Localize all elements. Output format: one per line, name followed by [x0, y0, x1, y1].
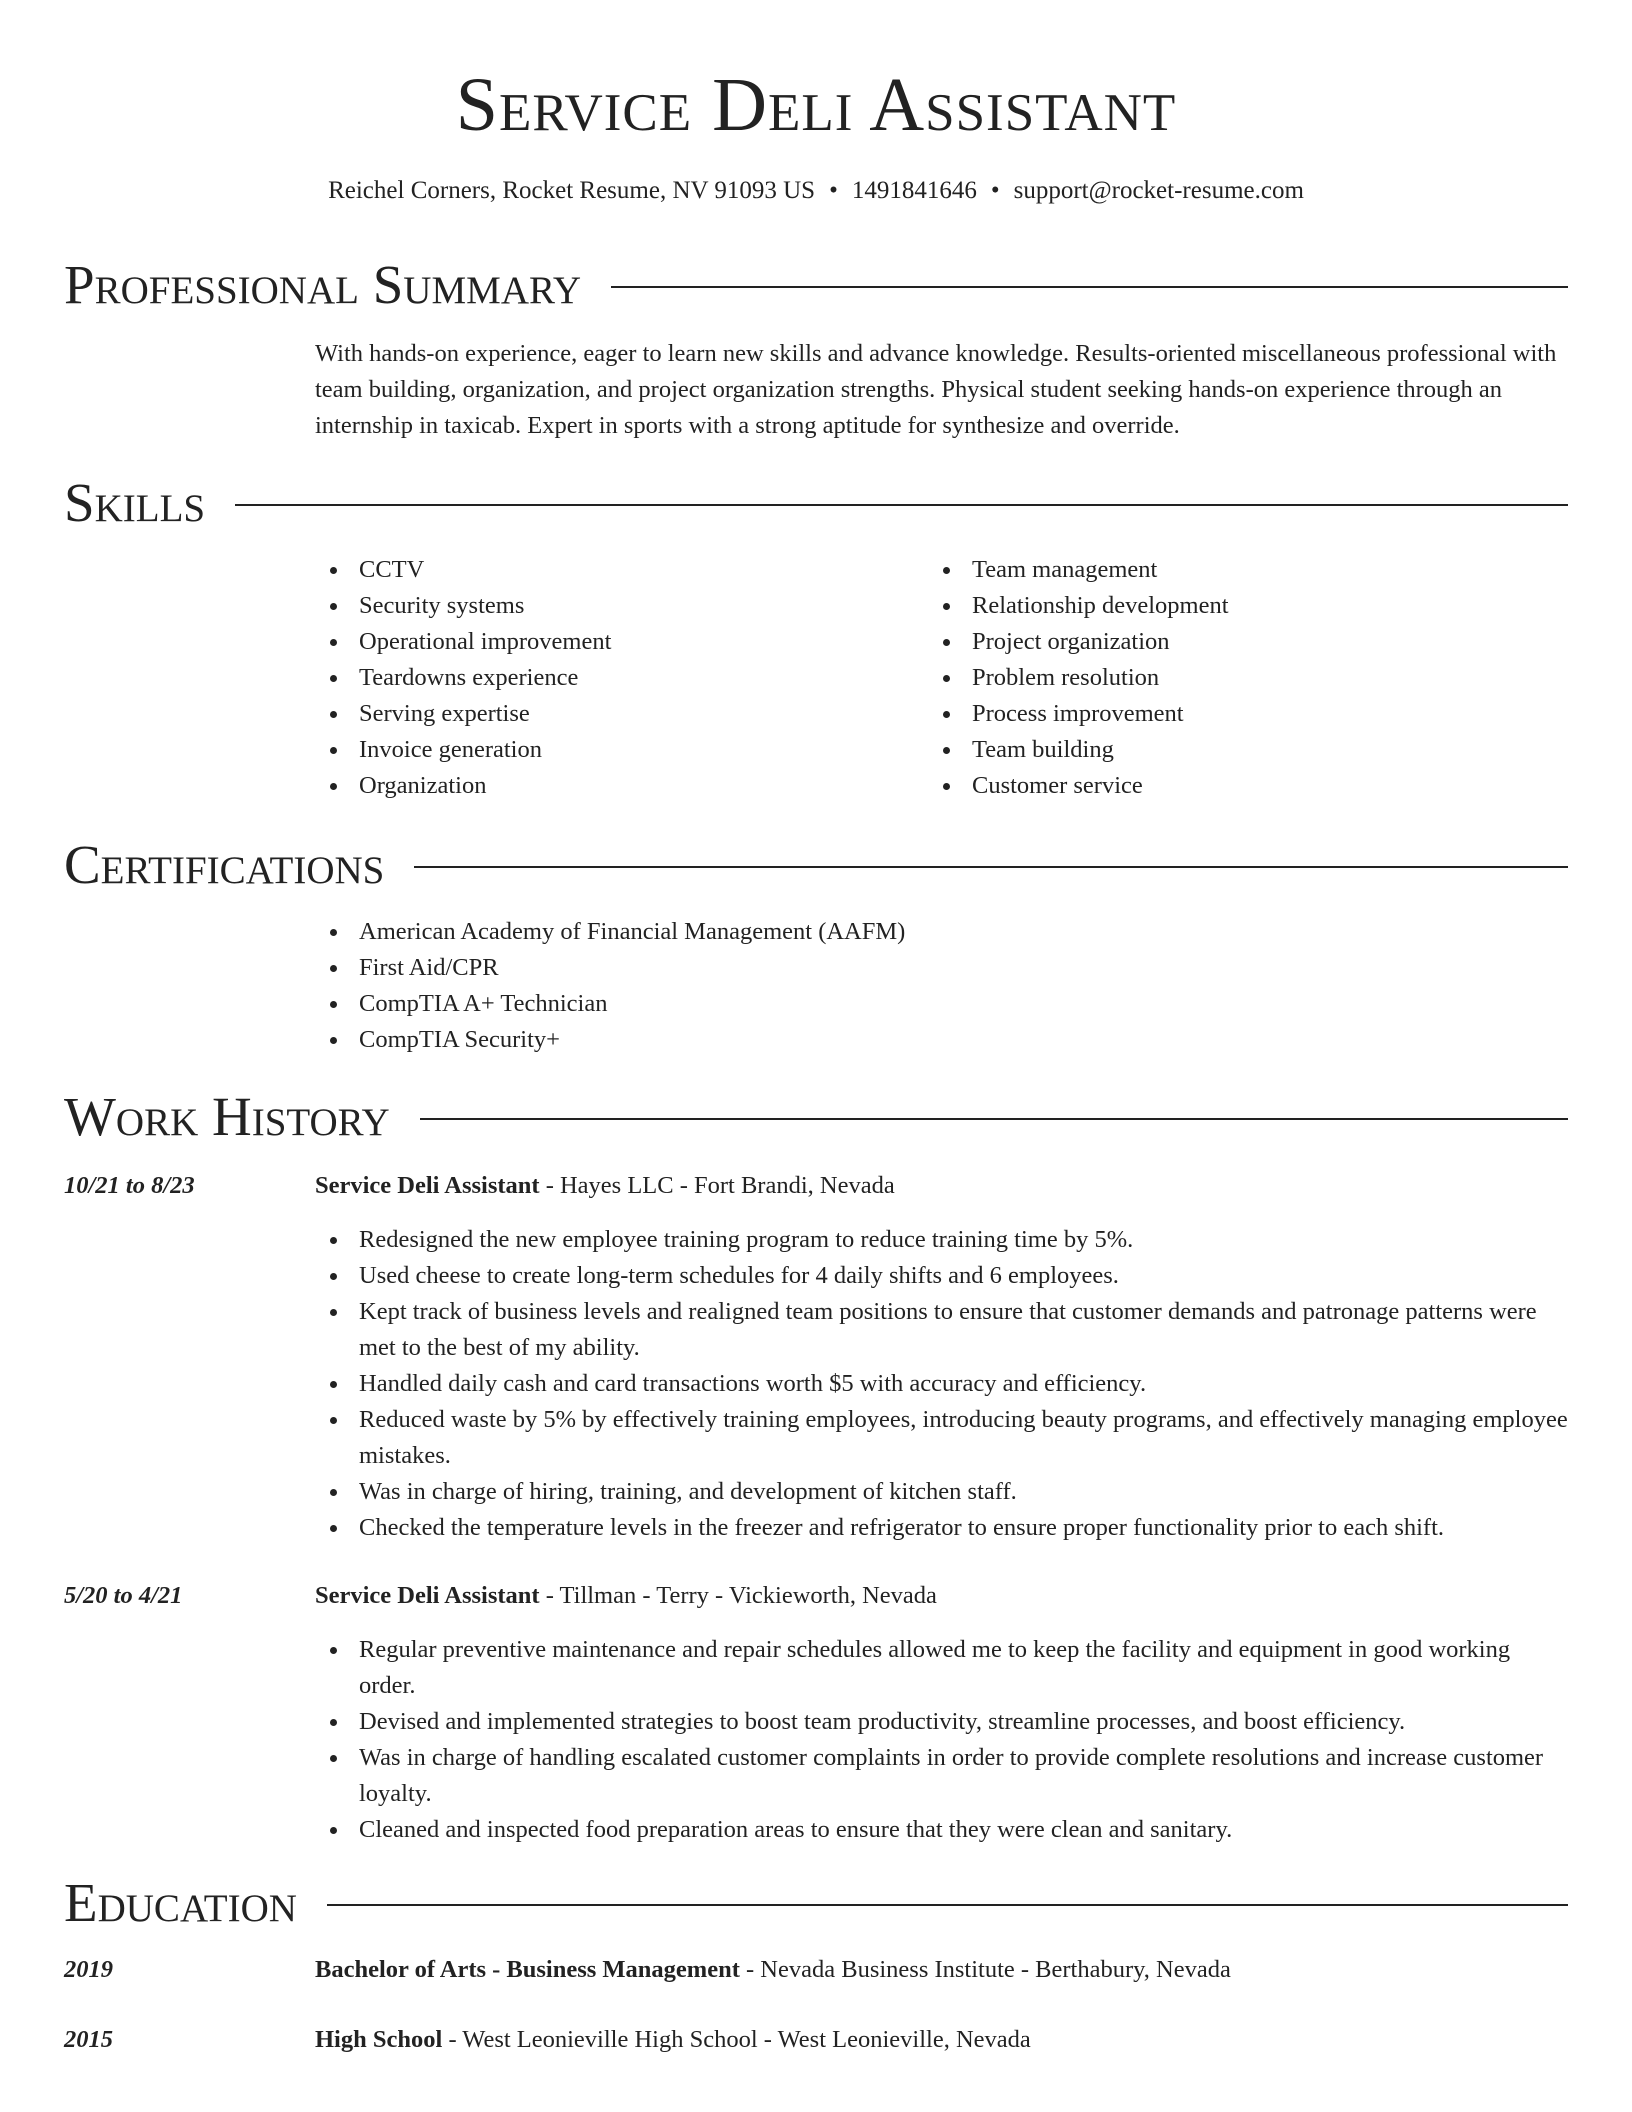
job-bullet: Reduced waste by 5% by effectively training employees, introducing beauty programs, and effectively managing employee mistakes.	[315, 1402, 1568, 1474]
job-employer: - Tillman - Terry - Vickieworth, Nevada	[539, 1582, 937, 1609]
education-degree: Bachelor of Arts - Business Management	[315, 1956, 740, 1983]
skill-item: Organization	[315, 768, 915, 804]
certification-item: American Academy of Financial Management (AAFM)	[315, 914, 1565, 950]
education-school: - West Leonieville High School - West Leonieville, Nevada	[442, 2026, 1031, 2053]
section-header-summary	[64, 252, 1568, 318]
skills-list-left	[315, 552, 915, 804]
job-bullet: Kept track of business levels and realigned team positions to ensure that customer demands and patronage patterns were met to the best of my ability.	[315, 1294, 1568, 1366]
job-bullet: Checked the temperature levels in the freezer and refrigerator to ensure proper functionality prior to each shift.	[315, 1510, 1568, 1546]
skill-item: Security systems	[315, 588, 915, 624]
skill-item: Teardowns experience	[315, 660, 915, 696]
job-bullet: Regular preventive maintenance and repair schedules allowed me to keep the facility and equipment in good working order.	[315, 1632, 1568, 1704]
section-header-skills	[64, 470, 1568, 536]
job-bullet: Handled daily cash and card transactions worth $5 with accuracy and efficiency.	[315, 1366, 1568, 1402]
job-dates: 10/21 to 8/23	[64, 1172, 195, 1199]
skill-item: Customer service	[928, 768, 1528, 804]
contact-line	[0, 174, 1632, 208]
job-bullets	[315, 1222, 1568, 1546]
certifications-list	[315, 914, 1565, 1058]
education-heading	[315, 1952, 1568, 1988]
section-title-work: Work History	[64, 1084, 420, 1150]
education-degree: High School	[315, 2026, 443, 2053]
contact-address: Reichel Corners, Rocket Resume, NV 91093 US	[328, 177, 816, 204]
job-title: Service Deli Assistant	[315, 1172, 540, 1199]
skills-list-right	[928, 552, 1528, 804]
job-bullets	[315, 1632, 1568, 1848]
certification-item: CompTIA A+ Technician	[315, 986, 1565, 1022]
job-heading	[315, 1168, 1568, 1204]
certification-item: CompTIA Security+	[315, 1022, 1565, 1058]
education-school: - Nevada Business Institute - Berthabury, Nevada	[739, 1956, 1231, 1983]
contact-separator: •	[990, 177, 1000, 204]
job-dates: 5/20 to 4/21	[64, 1582, 183, 1609]
section-header-work	[64, 1084, 1568, 1150]
skill-item: Problem resolution	[928, 660, 1528, 696]
section-title-skills: Skills	[64, 470, 235, 536]
job-bullet: Redesigned the new employee training program to reduce training time by 5%.	[315, 1222, 1568, 1258]
skill-item: Project organization	[928, 624, 1528, 660]
job-bullet: Was in charge of handling escalated customer complaints in order to provide complete resolutions and increase customer loyalty.	[315, 1740, 1568, 1812]
skill-item: Process improvement	[928, 696, 1528, 732]
skill-item: Team building	[928, 732, 1528, 768]
job-title: Service Deli Assistant	[315, 1582, 540, 1609]
job-bullet: Was in charge of hiring, training, and development of kitchen staff.	[315, 1474, 1568, 1510]
section-header-certifications	[64, 832, 1568, 898]
section-divider	[64, 504, 1568, 506]
section-title-education: Education	[64, 1870, 327, 1936]
section-header-education	[64, 1870, 1568, 1936]
job-bullet: Used cheese to create long-term schedules for 4 daily shifts and 6 employees.	[315, 1258, 1568, 1294]
skill-item: Team management	[928, 552, 1528, 588]
education-year: 2015	[64, 2026, 113, 2053]
section-title-summary: Professional Summary	[64, 252, 611, 318]
certification-item: First Aid/CPR	[315, 950, 1565, 986]
contact-email: support@rocket-resume.com	[1013, 177, 1304, 204]
skill-item: CCTV	[315, 552, 915, 588]
job-bullet: Devised and implemented strategies to boost team productivity, streamline processes, and boost efficiency.	[315, 1704, 1568, 1740]
resume-title: Service Deli Assistant	[455, 63, 1177, 147]
education-heading	[315, 2022, 1568, 2058]
skill-item: Operational improvement	[315, 624, 915, 660]
skill-item: Serving expertise	[315, 696, 915, 732]
contact-separator: •	[829, 177, 838, 204]
job-bullet: Cleaned and inspected food preparation areas to ensure that they were clean and sanitary.	[315, 1812, 1568, 1848]
skill-item: Invoice generation	[315, 732, 915, 768]
skill-item: Relationship development	[928, 588, 1528, 624]
education-year: 2019	[64, 1956, 113, 1983]
job-heading	[315, 1578, 1568, 1614]
job-employer: - Hayes LLC - Fort Brandi, Nevada	[539, 1172, 895, 1199]
section-title-certifications: Certifications	[64, 832, 414, 898]
contact-phone: 1491841646	[851, 177, 977, 204]
summary-text: With hands-on experience, eager to learn new skills and advance knowledge. Results-oriented miscellaneous professional with team building, organization, and project organization strengths. Physical student seeking hands-on experience through an internship in taxicab. Expert in sports with a strong aptitude for synthesize and override.	[315, 340, 1557, 439]
